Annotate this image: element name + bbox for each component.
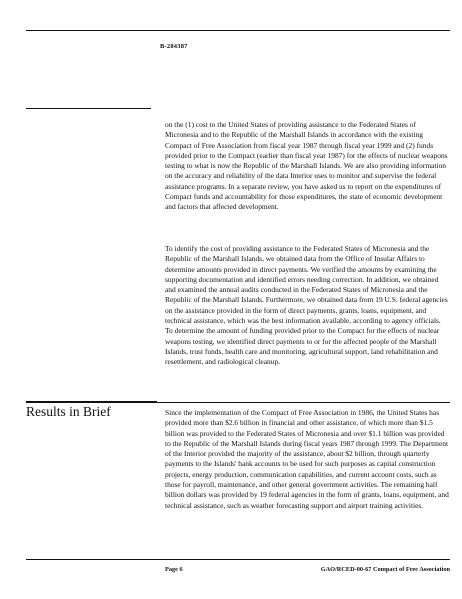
- document-id: B-284387: [160, 43, 188, 50]
- header-rule: [26, 30, 450, 31]
- body-paragraph: Since the implementation of the Compact of Free Association in 1986, the United States has provided more than $2.6 billion in financial and other assistance, of which more than $1.5 billion was provided to the Federated States of Micronesia and over $1.1 billion was provided to the Republic of the Marshall Islands during fiscal years 1987 through 1999. The Department of the Interior provided the majority of the assistance, about $2 billion, through quarterly payments to the Islands' bank accounts to be used for such purposes as capital construction projects, energy production, communication capabilities, and current account costs, such as those for payroll, maintenance, and other general government activities. The remaining half billion dollars was provided by 19 federal agencies in the form of grants, loans, equipment, and technical assistance, such as weather forecasting support and airport training activities.: [165, 408, 449, 510]
- body-paragraph: on the (1) cost to the United States of providing assistance to the Federated States of Micronesia and to the Republic of the Marshall Islands in accordance with the existing Compact of Free Association from fiscal year 1987 through fiscal year 1999 and (2) funds provided prior to the Compact (earlier than fiscal year 1987) for the effects of nuclear weapons testing to what is now the Republic of the Marshall Islands. We are also providing information on the accuracy and reliability of the data Interior uses to monitor and supervise the federal assistance programs. In a separate review, you have asked us to report on the expenditures of Compact funds and accountability for those expenditures, the state of economic development and factors that affected development.: [165, 120, 448, 212]
- section-heading: Results in Brief: [26, 404, 111, 419]
- section-divider: [157, 402, 450, 403]
- body-paragraph: To identify the cost of providing assistance to the Federated States of Micronesia and the Republic of the Marshall Islands, we obtained data from the Office of Insular Affairs to determine amounts provided in direct payments. We verified the amounts by examining the supporting documentation and identified errors needing correction. In addition, we obtained and examined the annual audits conducted in the Federated States of Micronesia and the Republic of the Marshall Islands. Furthermore, we obtained data from 19 U.S. federal agencies on the assistance provided in the form of direct payments, grants, loans, equipment, and technical assistance, which was the best information available, according to agency officials. To determine the amount of funding provided prior to the Compact for the effects of nuclear weapons testing, we identified direct payments to or for the affected people of the Marshall Islands, trust funds, health care and monitoring, agricultural support, land rehabilitation and resettlement, and radiological cleanup.: [165, 244, 448, 367]
- page-number: Page 6: [165, 566, 183, 573]
- section-divider: [26, 108, 151, 109]
- section-heading-rule: [26, 401, 157, 403]
- footer-rule: [26, 559, 450, 560]
- report-identifier: GAO/RCED-00-67 Compact of Free Association: [320, 566, 450, 573]
